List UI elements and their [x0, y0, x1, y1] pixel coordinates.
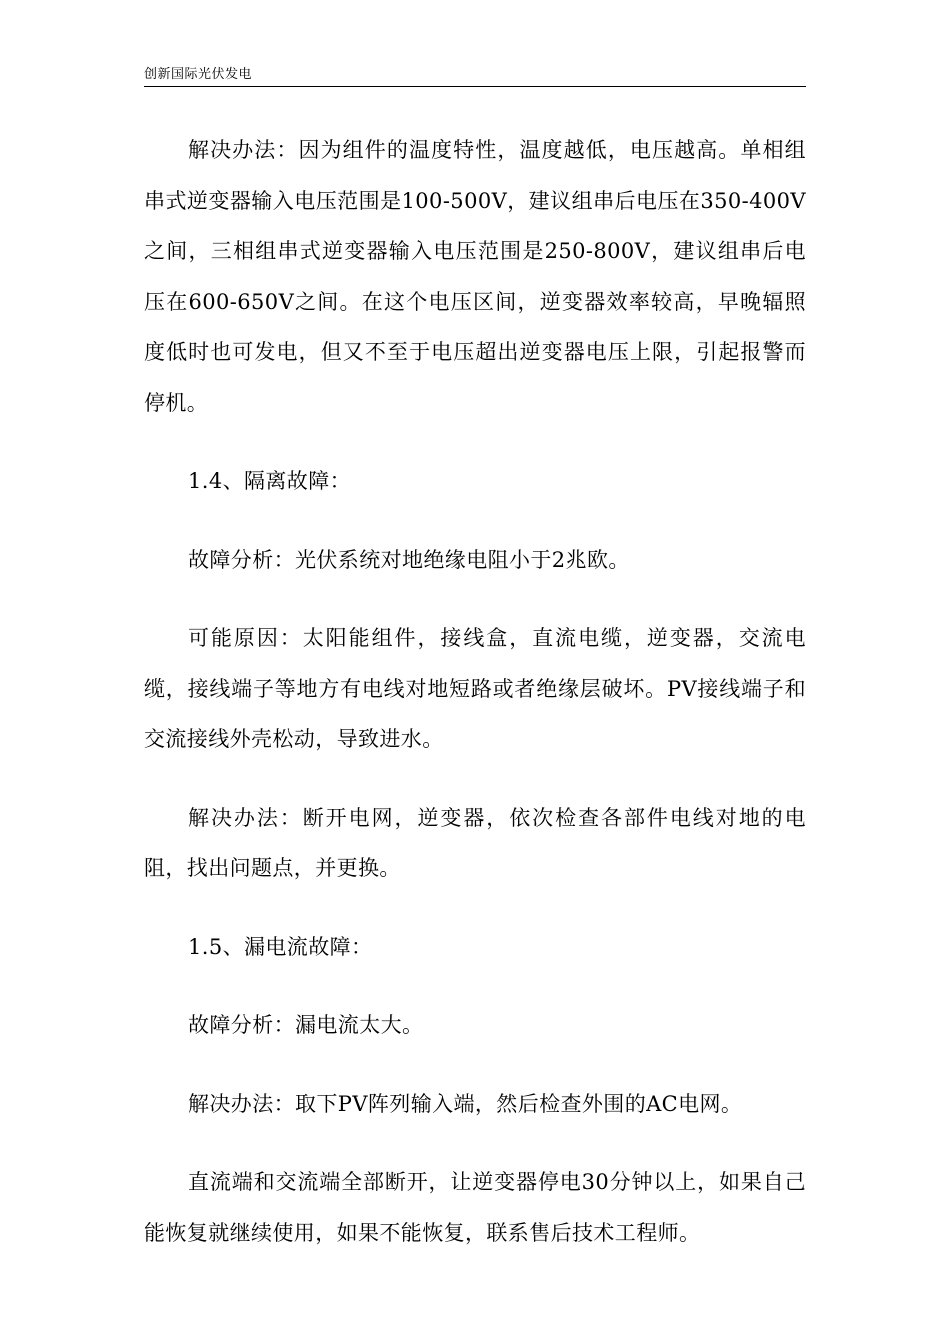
paragraph-fault-analysis-isolation: 故障分析：光伏系统对地绝缘电阻小于2兆欧。 [188, 547, 630, 572]
paragraph-possible-causes: 可能原因：太阳能组件，接线盒，直流电缆，逆变器，交流电缆，接线端子等地方有电线对地短路或者绝缘层破坏。PV接线端子和交流接线外壳松动，导致进水。 [144, 626, 806, 751]
section-heading-leakage-fault: 1.5、漏电流故障： [188, 934, 373, 959]
section-heading-isolation-fault: 1.4、隔离故障： [188, 469, 351, 493]
paragraph-solution-leakage: 解决办法：取下PV阵列输入端，然后检查外围的AC电网。 [188, 1091, 743, 1116]
paragraph-disconnect-advice: 直流端和交流端全部断开，让逆变器停电30分钟以上，如果自己能恢复就继续使用，如果不能恢复，联系售后技术工程师。 [144, 1170, 806, 1245]
header-title: 创新国际光伏发电 [144, 67, 253, 82]
paragraph-fault-analysis-leakage: 故障分析：漏电流太大。 [188, 1013, 424, 1037]
page-header [144, 66, 806, 87]
document-body [144, 125, 806, 1258]
paragraph-solution-isolation: 解决办法：断开电网，逆变器，依次检查各部件电线对地的电阻，找出问题点，并更换。 [144, 805, 806, 880]
paragraph-solution-voltage: 解决办法：因为组件的温度特性，温度越低，电压越高。单相组串式逆变器输入电压范围是100-500V，建议组串后电压在350-400V之间，三相组串式逆变器输入电压范围是250-800V，建议组串后电压在600-650V之间。在这个电压区间，逆变器效率较高，早晚辐照度低时也可发电，但又不至于电压超出逆变器电压上限，引起报警而停机。 [144, 138, 806, 415]
